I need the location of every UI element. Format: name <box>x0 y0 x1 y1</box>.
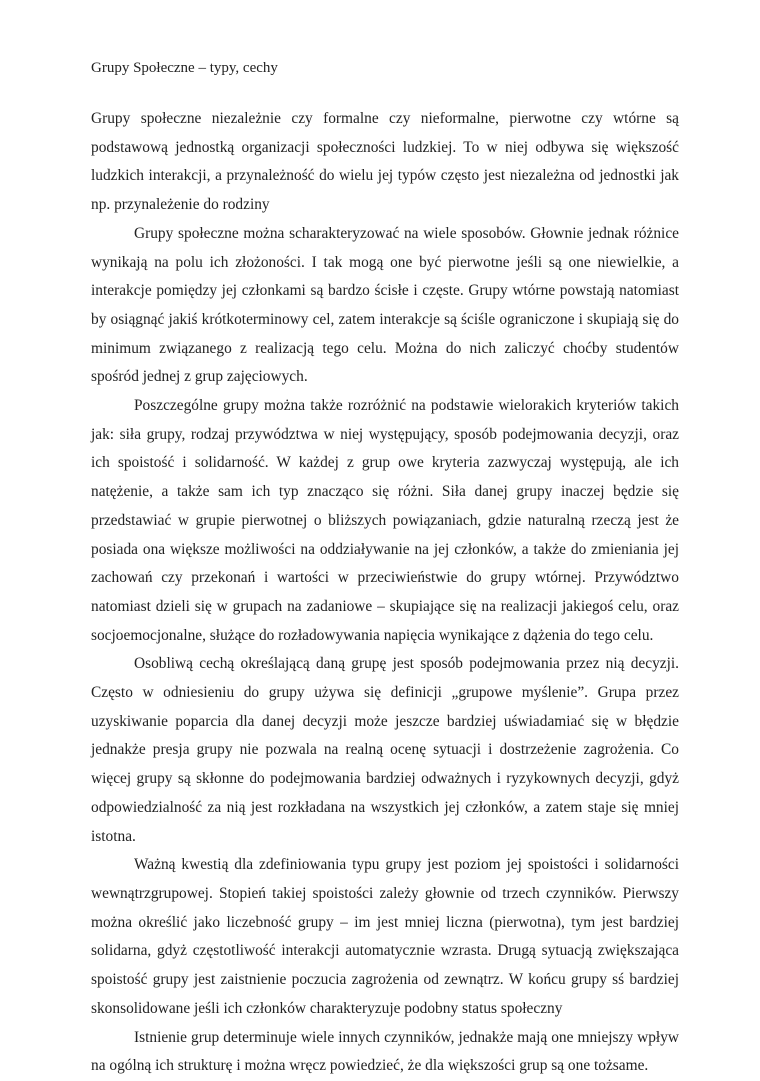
paragraph-3: Poszczególne grupy można także rozróżnić na podstawie wielorakich kryteriów takich jak: siła grupy, rodzaj przywództwa w niej występujący, sposób podejmowania decyzji, oraz ich spoistość i solidarność. W każdej z grup owe kryteria zazwyczaj występują, ale ich natężenie, a także sam ich typ znacząco się różni. Siła danej grupy inaczej będzie się przedstawiać w grupie pierwotnej o bliższych powiązaniach, gdzie naturalną rzeczą jest że posiada ona większe możliwości na oddziaływanie na jej członków, a także do zmieniania jej zachowań czy przekonań i wartości w przeciwieństwie do grupy wtórnej. Przywództwo natomiast dzieli się w grupach na zadaniowe – skupiające się na realizacji jakiegoś celu, oraz socjoemocjonalne, służące do rozładowywania napięcia wynikające z dążenia do tego celu. <box>91 397 679 644</box>
paragraph-4: Osobliwą cechą określającą daną grupę jest sposób podejmowania przez nią decyzji. Często w odniesieniu do grupy używa się definicji „grupowe myślenie”. Grupa przez uzyskiwanie poparcia dla danej decyzji może jeszcze bardziej uświadamiać się w błędzie jednakże presja grupy nie pozwala na realną ocenę sytuacji i dostrzeżenie zagrożenia. Co więcej grupy są skłonne do podejmowania bardziej odważnych i ryzykownych decyzji, gdyż odpowiedzialność za nią jest rozkładana na wszystkich jej członków, a zatem staje się mniej istotna. <box>91 655 679 845</box>
paragraph-1: Grupy społeczne niezależnie czy formalne czy nieformalne, pierwotne czy wtórne są podstawową jednostką organizacji społeczności ludzkiej. To w niej odbywa się większość ludzkich interakcji, a przynależność do wielu jej typów często jest niezależna od jednostki jak np. przynależenie do rodziny <box>91 110 679 214</box>
paragraph-6: Istnienie grup determinuje wiele innych czynników, jednakże mają one mniejszy wpływ na ogólną ich strukturę i można wręcz powiedzieć, że dla większości grup są one tożsame. <box>91 1028 679 1075</box>
paragraph-2: Grupy społeczne można scharakteryzować na wiele sposobów. Głownie jednak różnice wynikają na polu ich złożoności. I tak mogą one być pierwotne jeśli są one niewielkie, a interakcje pomiędzy jej członkami są bardzo ścisłe i częste. Grupy wtórne powstają natomiast by osiągnąć jakiś krótkoterminowy cel, zatem interakcje są ściśle ograniczone i skupiają się do minimum związanego z realizacją tego celu. Można do nich zaliczyć choćby studentów spośród jednej z grup zajęciowych. <box>91 224 679 386</box>
paragraph-5: Ważną kwestią dla zdefiniowania typu grupy jest poziom jej spoistości i solidarności wewnątrzgrupowej. Stopień takiej spoistości zależy głownie od trzech czynników. Pierwszy można określić jako liczebność grupy – im jest mniej liczna (pierwotna), tym jest bardziej solidarna, gdyż częstotliwość interakcji automatycznie wzrasta. Drugą sytuacją zwiększająca spoistość grupy jest zaistnienie poczucia zagrożenia od zewnątrz. W końcu grupy sś bardziej skonsolidowane jeśli ich członków charakteryzuje podobny status społeczny <box>91 856 679 1017</box>
document-body <box>91 105 679 1081</box>
document-title: Grupy Społeczne – typy, cechy <box>91 60 278 76</box>
